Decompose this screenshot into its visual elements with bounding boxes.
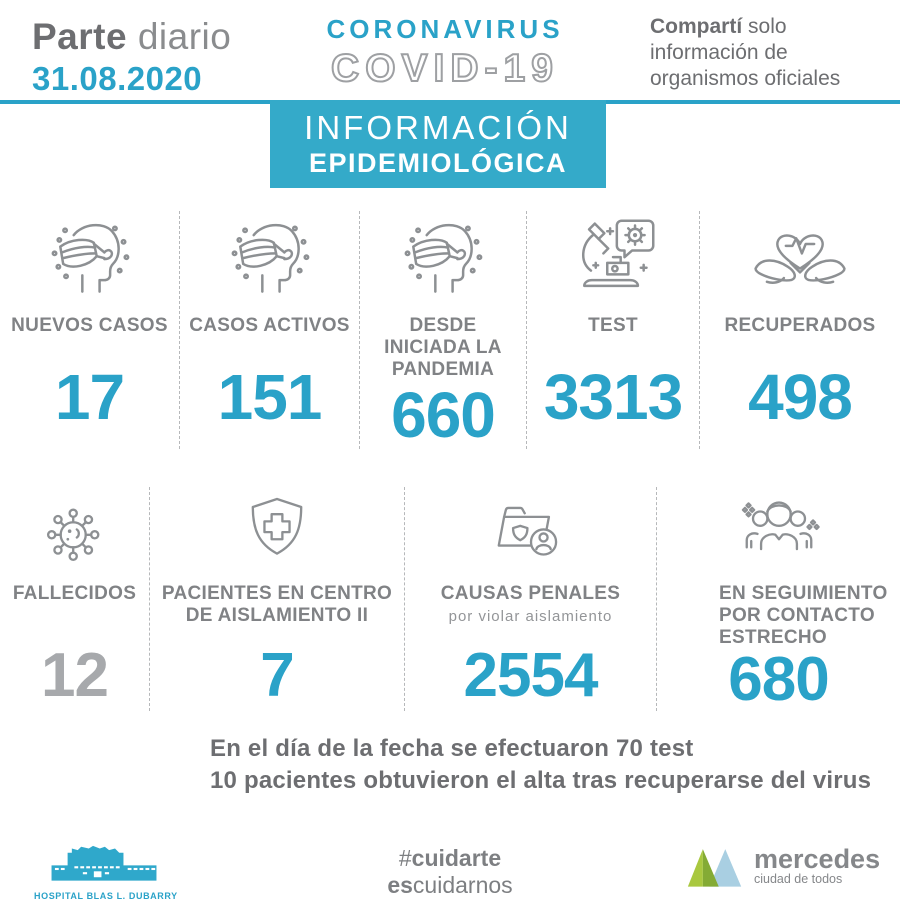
hands-heart-icon bbox=[700, 211, 900, 311]
stat-nuevos-casos bbox=[0, 211, 180, 449]
note-line1: En el día de la fecha se efectuaron 70 test bbox=[210, 735, 694, 762]
stat-fallecidos bbox=[0, 487, 150, 711]
stat-causas-penales bbox=[405, 487, 657, 711]
daily-note bbox=[210, 733, 871, 797]
stat-label: EN SEGUIMIENTO POR CONTACTO ESTRECHO bbox=[719, 583, 888, 648]
share-line3: organismos oficiales bbox=[650, 67, 841, 90]
hashtag-rest: cuidarnos bbox=[412, 872, 513, 898]
covid19-outline-title: COVID-19 bbox=[331, 47, 559, 90]
stat-centro-aislamiento bbox=[150, 487, 405, 711]
stat-sublabel: por violar aislamiento bbox=[448, 608, 613, 625]
hospital-name: HOSPITAL BLAS L. DUBARRY bbox=[34, 891, 178, 900]
stat-value: 680 bbox=[728, 645, 829, 714]
banner-line2: EPIDEMIOLÓGICA bbox=[308, 148, 567, 178]
stat-value: 17 bbox=[54, 361, 125, 433]
main-title bbox=[300, 14, 590, 91]
hospital-logo bbox=[34, 840, 178, 900]
folder-justice-icon bbox=[405, 487, 656, 579]
stat-value: 3313 bbox=[543, 361, 683, 433]
masked-head-icon bbox=[0, 211, 179, 311]
shield-cross-icon bbox=[150, 487, 404, 579]
stats-row-2 bbox=[0, 487, 900, 714]
stat-label: DESDE INICIADA LA PANDEMIA bbox=[384, 315, 502, 380]
stat-label: TEST bbox=[588, 315, 638, 336]
stat-value: 660 bbox=[391, 379, 495, 451]
stat-casos-activos bbox=[180, 211, 360, 449]
stat-label bbox=[405, 579, 656, 645]
share-disclaimer bbox=[650, 14, 840, 92]
city-name: mercedes bbox=[754, 843, 881, 874]
stat-test bbox=[527, 211, 700, 449]
masked-head-icon bbox=[180, 211, 359, 311]
hashtag-bold2: es bbox=[387, 872, 413, 898]
report-brand bbox=[32, 16, 231, 98]
hashtag-bold1: cuidarte bbox=[411, 845, 502, 871]
stat-value: 151 bbox=[217, 361, 322, 433]
stat-label: CASOS ACTIVOS bbox=[189, 315, 350, 336]
share-rest: solo bbox=[742, 15, 787, 38]
note-line2: 10 pacientes obtuvieron el alta tras recuperarse del virus bbox=[210, 767, 872, 794]
stat-value: 498 bbox=[748, 361, 852, 433]
stat-label: RECUPERADOS bbox=[724, 315, 876, 336]
stat-label: FALLECIDOS bbox=[12, 583, 137, 604]
virus-icon bbox=[0, 487, 149, 579]
stat-label-main: CAUSAS PENALES bbox=[440, 583, 621, 604]
stat-value: 2554 bbox=[463, 641, 598, 710]
section-banner bbox=[270, 100, 606, 188]
report-title-light: diario bbox=[137, 16, 232, 57]
contact-tracing-icon bbox=[657, 487, 900, 579]
stat-recuperados bbox=[700, 211, 900, 449]
stat-seguimiento-contacto bbox=[657, 487, 900, 714]
banner-line1: INFORMACIÓN bbox=[304, 109, 572, 146]
stat-value: 12 bbox=[41, 641, 108, 710]
stat-value: 7 bbox=[260, 641, 294, 710]
stat-label: PACIENTES EN CENTRO DE AISLAMIENTO II bbox=[161, 583, 393, 626]
report-title bbox=[32, 16, 231, 58]
city-tagline: ciudad de todos bbox=[754, 871, 843, 886]
report-title-bold: Parte bbox=[32, 16, 128, 57]
masked-head-icon bbox=[360, 211, 526, 311]
microscope-virus-icon bbox=[527, 211, 699, 311]
hospital-building-icon bbox=[45, 840, 163, 884]
coronavirus-title: CORONAVIRUS bbox=[326, 14, 564, 44]
hashtag-prefix: # bbox=[398, 845, 412, 871]
stats-row-1 bbox=[0, 211, 900, 451]
stat-label: NUEVOS CASOS bbox=[11, 315, 168, 336]
stat-desde-pandemia bbox=[360, 211, 527, 449]
city-logo bbox=[686, 843, 880, 889]
campaign-hashtag bbox=[340, 845, 560, 899]
share-bold: Compartí bbox=[650, 15, 743, 38]
share-line2: información de bbox=[650, 41, 788, 64]
report-date: 31.08.2020 bbox=[32, 60, 203, 97]
mercedes-m-icon bbox=[686, 843, 744, 889]
